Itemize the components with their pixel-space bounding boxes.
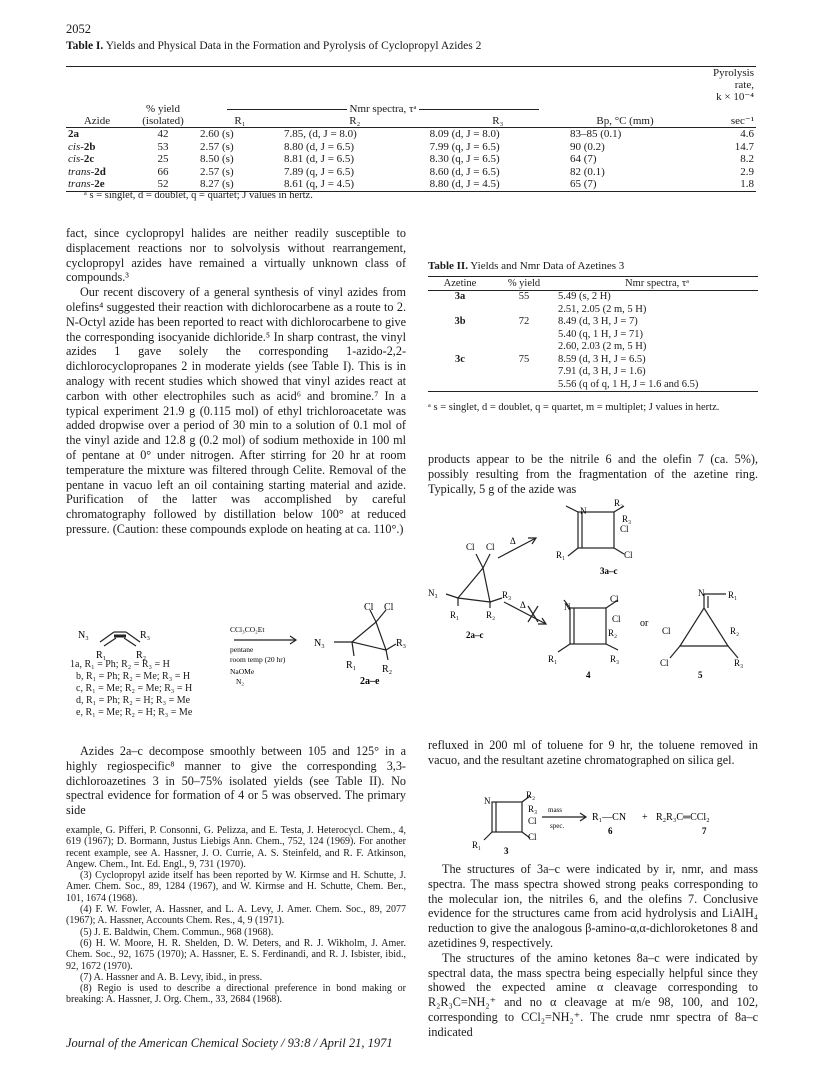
left-column-text-2 (66, 744, 406, 818)
svg-text:R₁: R₁ (346, 660, 357, 671)
nmr-line: 8.59 (d, 3 H, J = 6.5) (558, 353, 646, 365)
scheme-3-mass-spec (470, 790, 760, 854)
svg-text:Cl: Cl (660, 658, 669, 668)
table1-cell-azide (66, 166, 128, 179)
delta-1: Δ (510, 536, 516, 546)
table1-cell-rate: 1.8 (682, 178, 756, 191)
table2-cell-nmr (556, 316, 758, 354)
table1-caption-text: Yields and Physical Data in the Formation and Pyrolysis of Cyclopropyl Azides 2 (105, 40, 482, 52)
svg-text:R₁: R₁ (450, 610, 460, 620)
svg-text:Cl: Cl (486, 542, 495, 552)
substituent-1d: d, R₁ = Ph; R₂ = H; R₃ = Me (76, 695, 191, 706)
left-paragraph-2: Our recent discovery of a general synthesis of vinyl azides from olefins⁴ suggested their reaction with dichlorocarbene as a route to 2. N-Octyl azide has been reported to react with dichlorocarbene to give the corresponding isocyanide dichloride.⁵ In sharp contrast, the vinyl azides 1 gave solely the corresponding 1-azido-2,2-dichlorocyclopropanes 2 in moderate yields (see Table I). This is in analogy with recent studies which showed that vinyl azides react at carbon with other electrophiles such as acid⁶ and bromine.⁷ In a typical experiment 21.9 g (0.115 mol) of ethyl trichloroacetate was added dropwise over a period of 30 min to a solution of 0.1 mol of the vinyl azide and 12.8 g (0.2 mol) of sodium methoxide in 100 ml of pentane at 0° under nitrogen. After stirring for 20 hr at room temperature the mixture was filtered through Celite. Removal of the pentane in vacuo left an oil containing starting material and azide. Purification of the latter was accomplished by careful chromatography followed by distillation below 100° at reduced pressure. (Caution: these compounds explode on heating at ca. 110°.) (66, 285, 406, 536)
azide-stereo-prefix: cis- (68, 140, 84, 153)
table2-caption-text: Yields and Nmr Data of Azetines 3 (470, 260, 625, 272)
svg-text:R₃: R₃ (502, 590, 512, 600)
svg-text:R₂: R₂ (730, 626, 740, 636)
substituent-1e: e, R₁ = Me; R₂ = H; R₃ = Me (76, 707, 193, 718)
azide-id: 2b (83, 140, 96, 153)
table1-cell-yield: 42 (157, 128, 169, 140)
table1-cell-yield: 52 (128, 178, 198, 191)
svg-text:R₁: R₁ (472, 840, 482, 850)
svg-text:Cl: Cl (528, 832, 537, 842)
table1-r1-header: R₁ (198, 115, 282, 128)
table1-caption-label: Table I. (66, 40, 104, 52)
table1-rate-header-3: k × 10⁻⁴ (716, 91, 754, 103)
journal-footer: Journal of the American Chemical Society / 93:8 / April 21, 1971 (66, 1036, 393, 1050)
scheme1-reagent-2: pentane (230, 645, 254, 654)
reference-7: (7) A. Hassner and A. B. Levy, ibid., in press. (80, 971, 263, 983)
svg-text:R₂: R₂ (526, 790, 536, 800)
table1-rate-header-4: sec⁻¹ (682, 115, 756, 128)
table1-rate-header-2: rate, (734, 79, 754, 91)
table1-cell-r3: 8.30 (q, J = 6.5) (429, 153, 500, 165)
table2-row (428, 316, 758, 354)
table1-row (66, 166, 756, 179)
table1-footnote: ᵃ s = singlet, d = doublet, q = quartet; J values in hertz. (84, 190, 313, 201)
table1-cell-rate: 8.2 (740, 153, 754, 165)
svg-text:Cl: Cl (620, 524, 629, 534)
table1-cell-r2: 8.81 (d, J = 6.5) (284, 153, 355, 165)
svg-text:R₃: R₃ (528, 804, 538, 814)
svg-text:R₁: R₁ (728, 590, 738, 600)
arrow-label-top: mass (548, 806, 562, 814)
table1-cell-r3: 8.80 (d, J = 4.5) (428, 178, 568, 191)
svg-text:N₃: N₃ (314, 638, 325, 649)
scheme1-reagent-3: room temp (20 hr) (230, 655, 286, 664)
plus-sign: + (642, 812, 648, 823)
table2-nmr-header: Nmr spectra, τᵃ (556, 277, 758, 291)
nmr-line: 5.40 (q, 1 H, J = 71) (558, 328, 643, 340)
right-paragraph-3: The structures of 3a–c were indicated by ir, nmr, and mass spectra. The mass spectra showed strong peaks corresponding to the molecular ion, the nitriles 6, and the olefins 7. Conclusive evidence for the structures came from acid hydrolysis and LiAlH₄ reduction to give the analogous β-amino-α,α-dichloroketones 8 and azetidines 9, respectively. (428, 862, 758, 950)
table1-cell-rate: 2.9 (740, 165, 754, 178)
svg-text:Cl: Cl (364, 602, 374, 613)
table1-cell-r1: 2.60 (s) (200, 128, 234, 140)
table1-cell-yield: 53 (157, 140, 169, 153)
table2-azetine-header: Azetine (428, 277, 492, 291)
table1-cell-r2: 8.80 (d, J = 6.5) (284, 140, 355, 153)
nmr-line: 5.56 (q of q, 1 H, J = 1.6 and 6.5) (558, 378, 699, 390)
svg-text:N: N (580, 506, 587, 516)
label-2ac: 2a–c (466, 630, 484, 640)
svg-text:R₃: R₃ (610, 654, 620, 664)
table2-cell-yield: 75 (492, 354, 556, 392)
label-7: 7 (702, 826, 707, 836)
scheme1-product-label: 2a–e (360, 676, 380, 687)
table1-cell-r2: 7.85, (d, J = 8.0) (284, 128, 357, 140)
label-5: 5 (698, 670, 703, 680)
svg-text:R₃: R₃ (140, 630, 151, 641)
substituent-1c: c, R₁ = Me; R₂ = Me; R₃ = H (76, 683, 193, 694)
nmr-line: 8.49 (d, 3 H, J = 7) (558, 316, 638, 327)
right-column-text-1 (428, 452, 758, 496)
table1-cell-yield: 66 (157, 165, 169, 178)
table1-r3-header: R₃ (428, 115, 568, 128)
svg-text:R₁: R₁ (556, 550, 566, 560)
azide-stereo-prefix: trans- (68, 178, 95, 190)
svg-text:R₂: R₂ (608, 628, 618, 638)
table1 (66, 66, 756, 192)
svg-text:Cl: Cl (610, 594, 619, 604)
svg-text:R₂: R₂ (614, 498, 624, 508)
table2-yield-header: % yield (492, 277, 556, 291)
table1-cell-bp: 83–85 (0.1) (570, 128, 622, 140)
table1-row (66, 128, 756, 141)
label-3: 3 (504, 846, 509, 854)
table1-cell-r1: 2.57 (s) (200, 140, 234, 153)
table1-yield-header-1: % yield (146, 103, 180, 115)
reference-2-cont: example, G. Pifferi, P. Consonni, G. Pelizza, and E. Testa, J. Heterocycl. Chem., 4, 619 (1967); D. Bormann, Justus Liebigs Ann. Chem., 752, 124 (1969). For another recent example, see A. Hassner, J. O. Currie, A. S. Steinfeld, and R. F. Atkinson, Angew. Chem., Int. Ed. Engl., 9, 731 (1970). (66, 825, 406, 870)
svg-text:R₁: R₁ (548, 654, 558, 664)
azide-id: 2c (83, 153, 95, 165)
table1-cell-bp: 64 (7) (570, 153, 597, 165)
svg-text:R₃: R₃ (734, 658, 744, 668)
svg-text:Cl: Cl (384, 602, 394, 613)
table1-cell-rate: 4.6 (740, 128, 754, 140)
right-column-text-3 (428, 862, 758, 1040)
table2-cell-nmr (556, 354, 758, 392)
table2-cell-yield: 55 (518, 291, 530, 302)
azide-id: 2e (94, 178, 105, 190)
svg-text:Cl: Cl (528, 816, 537, 826)
label-6: 6 (608, 826, 613, 836)
svg-text:R₁: R₁ (96, 650, 107, 661)
scheme1-reagent-4: NaOMe (230, 667, 255, 676)
svg-text:N₃: N₃ (428, 588, 438, 598)
svg-text:Cl: Cl (466, 542, 475, 552)
table2-cell-azetine: 3c (428, 354, 492, 392)
table2-row (428, 291, 758, 317)
table1-cell-r1: 8.27 (s) (198, 178, 282, 191)
substituent-1b: b, R₁ = Ph; R₂ = Me; R₃ = H (76, 671, 191, 682)
table1-cell-bp: 82 (0.1) (570, 165, 605, 178)
right-column-text-2 (428, 738, 758, 768)
reference-5: (5) J. E. Baldwin, Chem. Commun., 968 (1968). (80, 926, 274, 938)
product-nitrile: R₁—CN (592, 812, 627, 823)
table1-cell-r2: 8.61 (q, J = 4.5) (282, 178, 428, 191)
delta-2: Δ (520, 600, 526, 610)
left-paragraph-1: fact, since cyclopropyl halides are neither readily susceptible to displacement reactions nor to solvolysis without rearrangement, cyclopropyl azides have remained a virtually unknown class of compounds.³ (66, 226, 406, 285)
table1-cell-r3: 8.09 (d, J = 8.0) (429, 128, 500, 140)
left-column-text (66, 226, 406, 537)
svg-text:N: N (564, 602, 571, 612)
scheme1-substituents (70, 659, 192, 719)
table2 (428, 276, 758, 392)
or-label: or (640, 618, 649, 629)
scheme1-reagent-5: N₂ (236, 677, 245, 686)
table1-row (66, 153, 756, 166)
nmr-line: 7.91 (d, 3 H, J = 1.6) (558, 366, 646, 377)
table1-cell-yield: 25 (157, 153, 169, 165)
azide-stereo-prefix: cis- (68, 153, 84, 165)
azide-id: 2d (94, 165, 106, 178)
table1-cell-bp: 65 (7) (568, 178, 682, 191)
left-paragraph-3: Azides 2a–c decompose smoothly between 105 and 125° in a highly regiospecific⁸ manner to give the corresponding 3,3-dichloroazetines 3 in 50–75% isolated yields (see Table II). No spectral evidence for formation of 4 or 5 was observed. The primary side (66, 744, 406, 818)
table1-cell-azide (66, 128, 128, 141)
table1-cell-r1: 2.57 (s) (200, 165, 234, 178)
table1-cell-bp: 90 (0.2) (570, 140, 605, 153)
references (66, 825, 406, 1006)
svg-text:R₂: R₂ (382, 664, 393, 675)
scheme-2-pyrolysis (428, 498, 758, 720)
table1-cell-r1: 8.50 (s) (200, 153, 234, 165)
svg-text:R₂: R₂ (136, 650, 147, 661)
reference-6: (6) H. W. Moore, H. R. Shelden, D. W. Deters, and R. J. Wikholm, J. Amer. Chem. Soc., 92, 1675 (1970); A. Hassner, E. S. Ferdinandi, and R. J. Isbister, ibid., 92, 1672 (1970). (66, 937, 406, 972)
right-paragraph-2: refluxed in 200 ml of toluene for 9 hr, the toluene removed in vacuo, and the resultant azetine chromatographed on silica gel. (428, 738, 758, 767)
scheme1-reagent-1: CCl₃CO₂Et (230, 625, 265, 634)
reference-3: (3) Cyclopropyl azide itself has been reported by W. Kirmse and H. Schutte, J. Amer. Chem. Soc., 89, 1284 (1967), and W. Kirmse and H. Schutte, Chem. Ber., 101, 1674 (1968). (66, 870, 406, 904)
right-paragraph-4: The structures of the amino ketones 8a–c were indicated by spectral data, the mass spectra being especially helpful since they showed the expected amine α cleavage corresponding to R₂R₃C=NH₂⁺ and no α cleavage at m/e 98, 100, and 102, corresponding to CCl₂=NH₂⁺. The crude nmr spectra of 8a–c indicated (428, 950, 758, 1039)
right-paragraph-1: products appear to be the nitrile 6 and the olefin 7 (ca. 5%), possibly resulting from the fragmentation of the azetine ring. Typically, 5 g of the azide was (428, 452, 758, 496)
table2-row (428, 354, 758, 392)
azide-stereo-prefix: trans- (68, 165, 95, 178)
table1-yield-header-2: (isolated) (128, 115, 198, 128)
table1-nmr-header: Nmr spectra, τᵃ (349, 103, 417, 115)
table1-cell-rate: 14.7 (734, 140, 754, 153)
page-number: 2052 (66, 22, 91, 36)
svg-text:Cl: Cl (662, 626, 671, 636)
svg-text:Cl: Cl (624, 550, 633, 560)
nmr-line: 2.60, 2.03 (2 m, 5 H) (558, 341, 647, 352)
table1-cell-r3: 8.60 (d, J = 6.5) (429, 165, 500, 178)
substituent-1a: 1a, R₁ = Ph; R₂ = R₃ = H (70, 659, 170, 670)
reference-8: (8) Regio is used to describe a directional preference in bond making or breaking: A. Hassner, J. Org. Chem., 33, 2684 (1968). (66, 983, 406, 1006)
label-3ac: 3a–c (600, 566, 618, 576)
nmr-line: 5.49 (s, 2 H) (558, 291, 611, 302)
table1-cell-r3: 7.99 (q, J = 6.5) (429, 140, 500, 153)
azide-id: 2a (68, 128, 79, 140)
svg-text:N₃: N₃ (78, 630, 89, 641)
table2-caption (428, 260, 624, 272)
table1-cell-azide (66, 141, 128, 154)
table2-caption-label: Table II. (428, 260, 468, 272)
arrow-label-bottom: spec. (550, 822, 565, 830)
table2-cell-azetine: 3b (454, 316, 466, 327)
table1-bp-header: Bp, °C (mm) (568, 115, 682, 128)
svg-text:R₂: R₂ (486, 610, 496, 620)
svg-text:Cl: Cl (612, 614, 621, 624)
table2-footnote: ᵃ s = singlet, d = doublet, q = quartet, m = multiplet; J values in hertz. (428, 402, 720, 413)
table1-rate-header-1: Pyrolysis (713, 67, 754, 79)
table1-cell-r2: 7.89 (q, J = 6.5) (284, 165, 355, 178)
table2-cell-azetine: 3a (454, 291, 466, 302)
table2-cell-yield: 72 (518, 316, 530, 327)
table1-r2-header: R₂ (282, 115, 428, 128)
table1-row (66, 141, 756, 154)
table1-azide-header: Azide (66, 115, 128, 128)
product-olefin: R₂R₃C═CCl₂ (656, 812, 710, 823)
table2-cell-nmr (556, 291, 758, 317)
table1-caption (66, 40, 481, 52)
svg-text:R₃: R₃ (622, 514, 632, 524)
nmr-line: 2.51, 2.05 (2 m, 5 H) (558, 303, 647, 315)
reference-4: (4) F. W. Fowler, A. Hassner, and L. A. Levy, J. Amer. Chem. Soc., 89, 2077 (1967); A. Hassner, Accounts Chem. Res., 4, 9 (1971). (66, 904, 406, 927)
label-4: 4 (586, 670, 591, 680)
svg-text:R₃: R₃ (396, 638, 407, 649)
svg-text:N: N (484, 796, 491, 806)
table1-cell-azide (66, 153, 128, 166)
svg-text:N: N (698, 588, 705, 598)
